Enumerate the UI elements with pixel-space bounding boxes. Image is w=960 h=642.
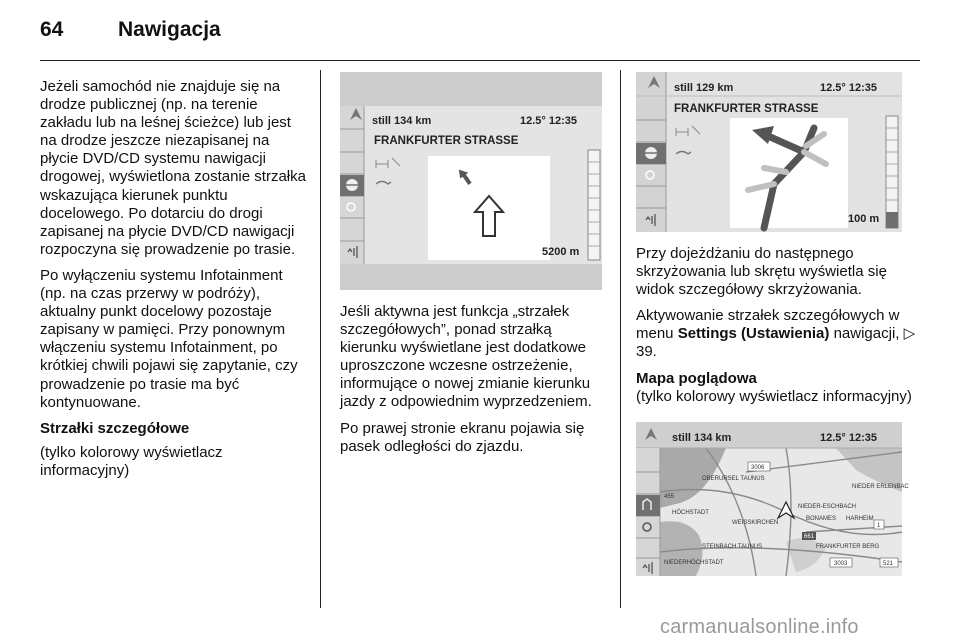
- nav-screen-junction: [636, 72, 902, 232]
- map-label: 521: [883, 561, 894, 567]
- page-reference: ▷ 39.: [636, 325, 916, 361]
- map-label: NIEDER-ESCHBACH: [798, 504, 857, 510]
- nav-street: FRANKFURTER STRASSE: [674, 103, 819, 115]
- nav-status: still 129 km: [674, 82, 734, 94]
- map-label: NIEDER ERLENBAC: [852, 484, 909, 490]
- paragraph: Po prawej stronie ekranu pojawia się pasek odległości do zjazdu.: [340, 419, 585, 455]
- text-run: nawigacji,: [829, 325, 904, 343]
- paragraph: [636, 307, 926, 361]
- map-label: WEISSKIRCHEN: [732, 520, 779, 526]
- column-left: [40, 78, 308, 488]
- nav-temp-time: 12.5° 12:35: [820, 432, 877, 444]
- watermark: carmanualsonline.info: [660, 616, 859, 638]
- column-divider: [320, 70, 321, 608]
- nav-temp-time: 12.5° 12:35: [520, 115, 577, 127]
- column-middle: [340, 303, 608, 464]
- map-label: NIEDERHÖCHSTADT: [664, 560, 724, 566]
- page-number: 64: [40, 18, 64, 41]
- map-label: OBERURSEL TAUNUS: [702, 476, 765, 482]
- nav-temp-time: 12.5° 12:35: [820, 82, 877, 94]
- nav-screen-arrow: [340, 72, 602, 290]
- map-label: 3003: [834, 561, 848, 567]
- map-label: FRANKFURTER BERG: [816, 544, 880, 550]
- map-label: STEINBACH TAUNUS: [702, 544, 763, 550]
- map-label: 455: [664, 494, 675, 500]
- paragraph: (tylko kolorowy wyświetlacz informacyjny): [636, 387, 912, 405]
- section-heading: Mapa poglądowa: [636, 369, 757, 387]
- map-label: HARHEIM: [846, 516, 874, 522]
- paragraph: Przy dojeżdżaniu do następnego skrzyżowania lub skrętu wyświetla się widok szczegółowy skrzyżowania.: [636, 245, 887, 299]
- map-label: 1: [877, 523, 881, 529]
- column-right: [636, 245, 926, 414]
- nav-status: still 134 km: [372, 115, 432, 127]
- column-divider: [620, 70, 621, 608]
- page-header: [0, 0, 960, 64]
- nav-distance: 100 m: [848, 213, 880, 225]
- nav-street: FRANKFURTER STRASSE: [374, 135, 519, 147]
- paragraph: Po wyłączeniu systemu Infotainment (np. na czas przerwy w podróży), aktualny punkt docelowy pozostaje zapisany w pamięci. Przy ponownym włączeniu systemu Infotainment, po krótkiej chwili pojawi się zapytanie, czy prowadzenie po trasie ma być kontynuowane.: [40, 266, 298, 411]
- map-label: 661: [804, 534, 815, 540]
- paragraph: Jeżeli samochód nie znajduje się na drodze publicznej (np. na terenie zakładu lub na leśnej ścieżce) lub jest na drodze jeszcze niezapisanej na płycie DVD/CD systemu nawigacji drogowej, wyświetlona zostanie strzałka wskazująca kierunek punktu docelowego. Po dotarciu do drogi zapisanej na płycie DVD/CD nawigacji rozpoczyna się prowadzenie po trasie.: [40, 78, 306, 258]
- section-heading: Strzałki szczegółowe: [40, 419, 190, 437]
- map-label: BONAMES: [806, 516, 837, 522]
- nav-status: still 134 km: [672, 432, 732, 444]
- page-title: Nawigacja: [118, 18, 221, 41]
- paragraph: (tylko kolorowy wyświetlacz informacyjny): [40, 443, 223, 479]
- nav-distance: 5200 m: [542, 246, 580, 258]
- nav-screen-map: [636, 422, 909, 576]
- map-label: 3006: [751, 465, 765, 471]
- map-label: HÖCHSTADT: [672, 510, 709, 516]
- paragraph: Jeśli aktywna jest funkcja „strzałek szczegółowych”, ponad strzałką kierunku wyświetlane jest dodatkowe uproszczone wczesne ostrzeżenie, informujące o nowej zmianie kierunku jazdy z odpowiednim wyprzedzeniem.: [340, 303, 592, 411]
- menu-name: Settings (Ustawienia): [677, 325, 830, 343]
- header-rule: [40, 60, 920, 61]
- text-run: Aktywowanie strzałek szczegółowych w menu: [636, 307, 900, 343]
